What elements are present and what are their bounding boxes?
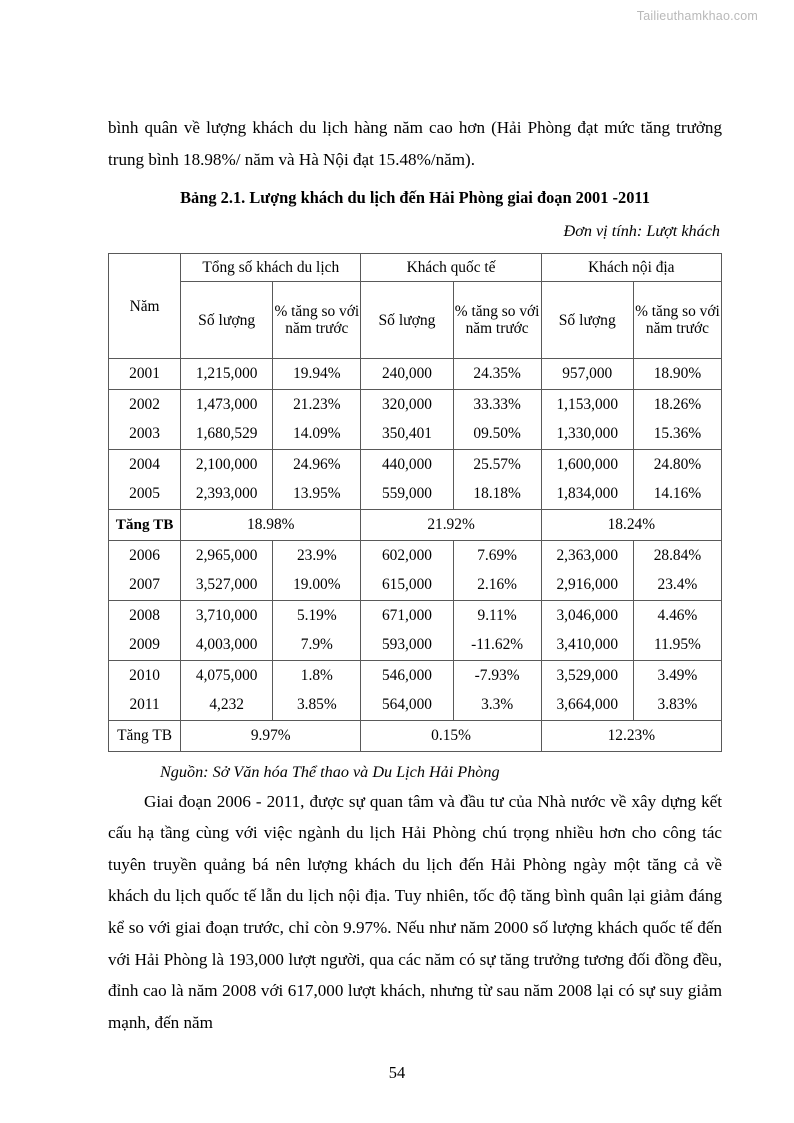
header-international-percent: % tăng so với năm trước [453, 282, 541, 359]
cell-total-percent: 23.9% [273, 540, 361, 570]
table-row [109, 570, 722, 600]
cell-domestic-quantity: 1,153,000 [541, 389, 633, 419]
table-row [109, 359, 722, 390]
table-summary-row [109, 720, 722, 751]
paragraph-top: bình quân về lượng khách du lịch hàng năm cao hơn (Hải Phòng đạt mức tăng trưởng trung bình 18.98%/ năm và Hà Nội đạt 15.48%/năm). [108, 118, 722, 169]
cell-international-percent: 7.69% [453, 540, 541, 570]
cell-domestic-percent: 11.95% [633, 630, 721, 660]
cell-year: 2008 [109, 600, 181, 630]
table-body [109, 359, 722, 752]
cell-total-percent: 5.19% [273, 600, 361, 630]
cell-domestic-quantity: 3,410,000 [541, 630, 633, 660]
document-content [108, 112, 722, 1038]
cell-total-percent: 13.95% [273, 479, 361, 509]
cell-international-percent: 25.57% [453, 449, 541, 479]
cell-total-quantity: 2,100,000 [181, 449, 273, 479]
cell-year: 2002 [109, 389, 181, 419]
table-row [109, 419, 722, 449]
cell-domestic-quantity: 1,834,000 [541, 479, 633, 509]
cell-total-quantity: 1,473,000 [181, 389, 273, 419]
cell-international-quantity: 546,000 [361, 660, 453, 690]
cell-total-percent: 14.09% [273, 419, 361, 449]
cell-domestic-percent: 4.46% [633, 600, 721, 630]
table-unit-note: Đơn vị tính: Lượt khách [563, 222, 720, 241]
cell-international-quantity: 240,000 [361, 359, 453, 390]
cell-year: 2007 [109, 570, 181, 600]
table-row [109, 630, 722, 660]
cell-international-percent: 2.16% [453, 570, 541, 600]
table-caption: Bảng 2.1. Lượng khách du lịch đến Hải Phòng giai đoạn 2001 -2011 [180, 188, 650, 208]
cell-international-percent: 09.50% [453, 419, 541, 449]
table-row [109, 389, 722, 419]
cell-year: 2009 [109, 630, 181, 660]
cell-total-percent: 7.9% [273, 630, 361, 660]
header-domestic-percent: % tăng so với năm trước [633, 282, 721, 359]
table-row [109, 540, 722, 570]
cell-international-percent: 18.18% [453, 479, 541, 509]
cell-domestic-quantity: 3,046,000 [541, 600, 633, 630]
paragraph-bottom: Giai đoạn 2006 - 2011, được sự quan tâm và đầu tư của Nhà nước về xây dựng kết cấu hạ tầng cùng với việc ngành du lịch Hải Phòng chú trọng nhiều hơn cho công tác tuyên truyền quảng bá nên lượng khách du lịch đến Hải Phòng ngày một tăng cả về khách du lịch quốc tế lẫn du lịch nội địa. Tuy nhiên, tốc độ tăng bình quân lại giảm đáng kể so với giai đoạn trước, chỉ còn 9.97%. Nếu như năm 2000 số lượng khách quốc tế đến với Hải Phòng là 193,000 lượt người, qua các năm có sự tăng trưởng tương đối đồng đều, đỉnh cao là năm 2008 với 617,000 lượt khách, nhưng từ sau năm 2008 lại có sự suy giảm mạnh, đến năm [108, 791, 722, 1032]
table-row [109, 449, 722, 479]
cell-domestic-percent: 14.16% [633, 479, 721, 509]
table-header [109, 254, 722, 359]
cell-summary-label: Tăng TB [109, 509, 181, 540]
cell-total-percent: 21.23% [273, 389, 361, 419]
header-domestic-quantity: Số lượng [541, 282, 633, 359]
cell-total-percent: 3.85% [273, 690, 361, 720]
cell-year: 2006 [109, 540, 181, 570]
cell-summary-total: 9.97% [181, 720, 361, 751]
cell-total-quantity: 3,527,000 [181, 570, 273, 600]
table-row [109, 690, 722, 720]
table-source-note: Nguồn: Sở Văn hóa Thể thao và Du Lịch Hải Phòng [160, 762, 500, 781]
cell-international-quantity: 564,000 [361, 690, 453, 720]
cell-domestic-quantity: 1,330,000 [541, 419, 633, 449]
cell-domestic-quantity: 3,529,000 [541, 660, 633, 690]
cell-total-percent: 24.96% [273, 449, 361, 479]
cell-summary-international: 21.92% [361, 509, 541, 540]
page-number: 54 [388, 1063, 406, 1082]
cell-domestic-percent: 28.84% [633, 540, 721, 570]
cell-domestic-percent: 18.90% [633, 359, 721, 390]
cell-domestic-quantity: 3,664,000 [541, 690, 633, 720]
cell-international-quantity: 320,000 [361, 389, 453, 419]
cell-domestic-quantity: 2,363,000 [541, 540, 633, 570]
table-summary-row [109, 509, 722, 540]
cell-domestic-percent: 15.36% [633, 419, 721, 449]
cell-international-percent: 9.11% [453, 600, 541, 630]
cell-total-quantity: 3,710,000 [181, 600, 273, 630]
cell-summary-domestic: 18.24% [541, 509, 721, 540]
cell-international-percent: -7.93% [453, 660, 541, 690]
cell-summary-international: 0.15% [361, 720, 541, 751]
header-year: Năm [109, 254, 181, 359]
table-row [109, 479, 722, 509]
cell-year: 2011 [109, 690, 181, 720]
cell-total-percent: 1.8% [273, 660, 361, 690]
cell-international-quantity: 559,000 [361, 479, 453, 509]
cell-summary-domestic: 12.23% [541, 720, 721, 751]
cell-international-quantity: 440,000 [361, 449, 453, 479]
cell-international-quantity: 602,000 [361, 540, 453, 570]
cell-summary-label: Tăng TB [109, 720, 181, 751]
cell-total-quantity: 4,003,000 [181, 630, 273, 660]
cell-domestic-quantity: 1,600,000 [541, 449, 633, 479]
cell-international-quantity: 671,000 [361, 600, 453, 630]
cell-year: 2004 [109, 449, 181, 479]
table-row [109, 600, 722, 630]
cell-summary-total: 18.98% [181, 509, 361, 540]
cell-total-quantity: 1,680,529 [181, 419, 273, 449]
tourism-statistics-table [108, 253, 722, 752]
cell-total-quantity: 4,232 [181, 690, 273, 720]
header-group-total: Tổng số khách du lịch [181, 254, 361, 282]
header-group-international: Khách quốc tế [361, 254, 541, 282]
cell-international-percent: 24.35% [453, 359, 541, 390]
cell-international-quantity: 593,000 [361, 630, 453, 660]
watermark: Tailieuthamkhao.com [636, 9, 758, 23]
cell-international-percent: 33.33% [453, 389, 541, 419]
cell-international-quantity: 350,401 [361, 419, 453, 449]
header-group-domestic: Khách nội địa [541, 254, 721, 282]
cell-domestic-quantity: 957,000 [541, 359, 633, 390]
cell-total-percent: 19.94% [273, 359, 361, 390]
cell-year: 2005 [109, 479, 181, 509]
table-header-row-groups [109, 254, 722, 282]
cell-domestic-percent: 3.83% [633, 690, 721, 720]
table-header-row-subs [109, 282, 722, 359]
cell-total-quantity: 2,965,000 [181, 540, 273, 570]
header-total-quantity: Số lượng [181, 282, 273, 359]
cell-total-quantity: 4,075,000 [181, 660, 273, 690]
cell-total-percent: 19.00% [273, 570, 361, 600]
cell-domestic-percent: 23.4% [633, 570, 721, 600]
cell-domestic-percent: 24.80% [633, 449, 721, 479]
header-total-percent: % tăng so với năm trước [273, 282, 361, 359]
cell-total-quantity: 1,215,000 [181, 359, 273, 390]
cell-international-percent: 3.3% [453, 690, 541, 720]
cell-total-quantity: 2,393,000 [181, 479, 273, 509]
cell-year: 2001 [109, 359, 181, 390]
cell-year: 2010 [109, 660, 181, 690]
cell-international-percent: -11.62% [453, 630, 541, 660]
table-row [109, 660, 722, 690]
cell-domestic-percent: 18.26% [633, 389, 721, 419]
cell-year: 2003 [109, 419, 181, 449]
cell-domestic-quantity: 2,916,000 [541, 570, 633, 600]
header-international-quantity: Số lượng [361, 282, 453, 359]
cell-international-quantity: 615,000 [361, 570, 453, 600]
cell-domestic-percent: 3.49% [633, 660, 721, 690]
